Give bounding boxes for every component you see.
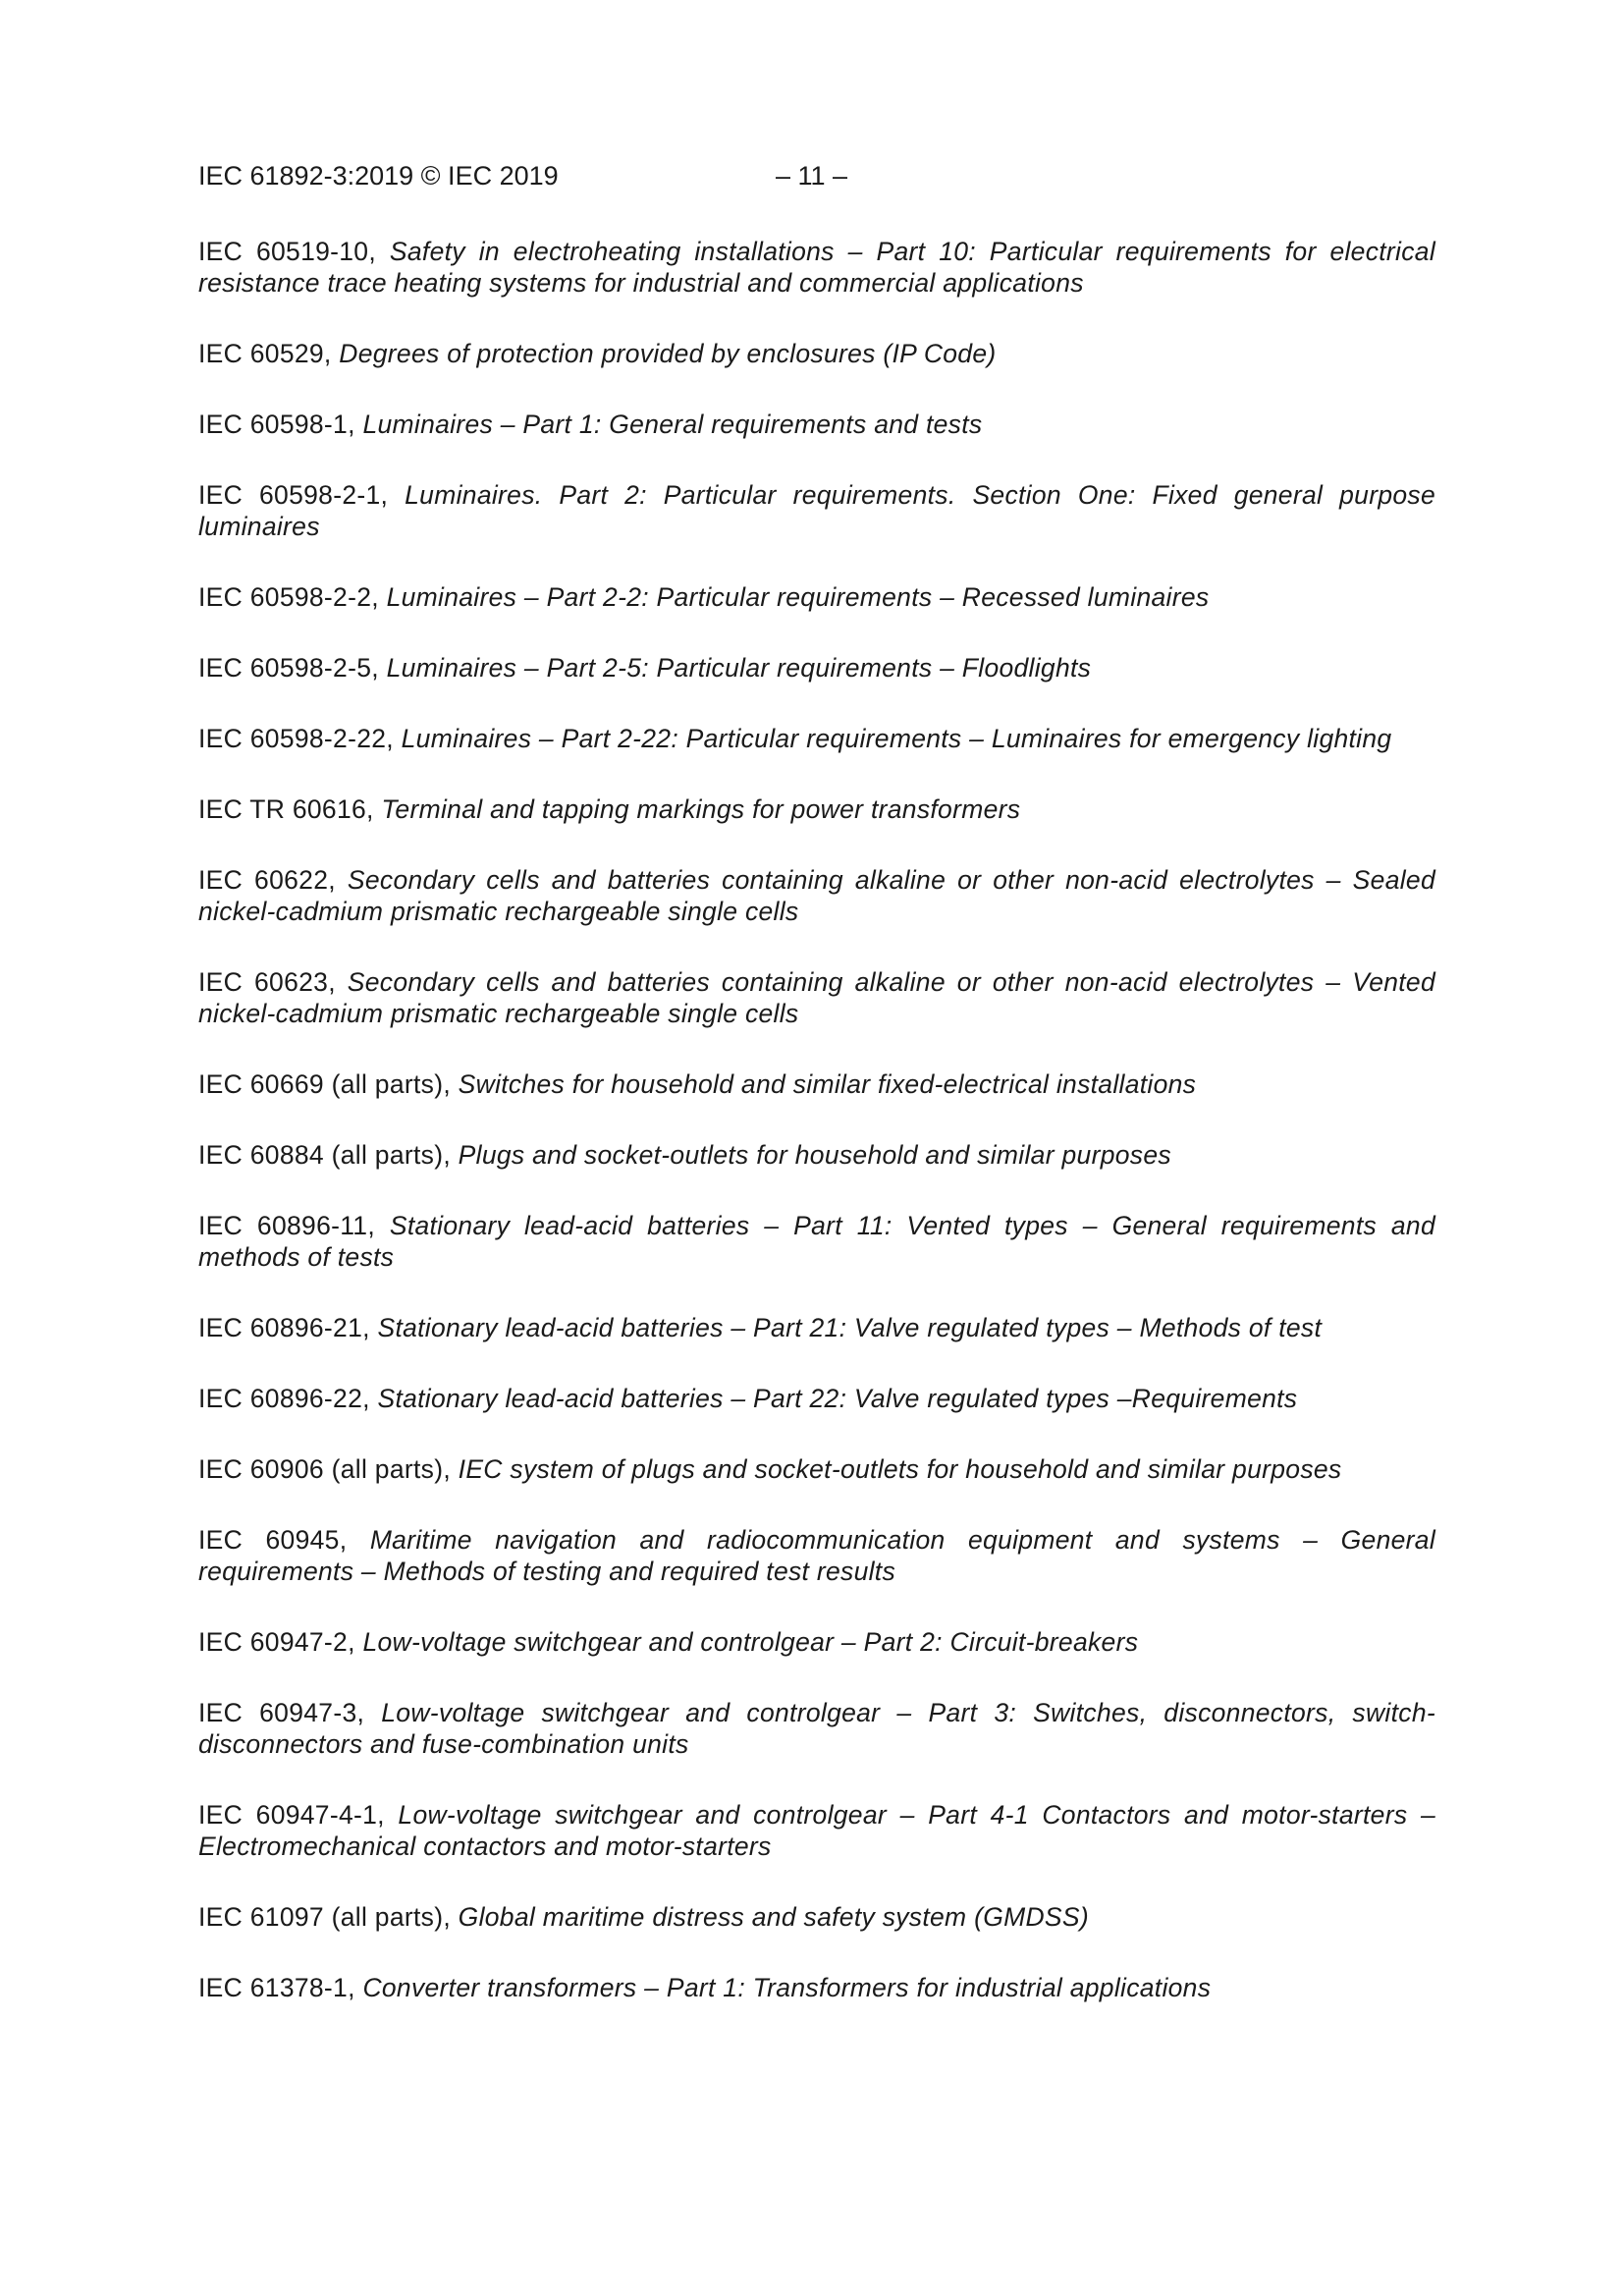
reference-entry (198, 1139, 1435, 1171)
reference-title: IEC system of plugs and socket-outlets for household and similar purposes (458, 1454, 1342, 1484)
reference-title: Luminaires – Part 1: General requirements and tests (362, 410, 983, 439)
reference-id: IEC 60669 (all parts), (198, 1069, 451, 1099)
reference-entry (198, 864, 1435, 927)
reference-entry (198, 236, 1435, 299)
reference-id: IEC 60622, (198, 865, 336, 895)
reference-id: IEC 60906 (all parts), (198, 1454, 451, 1484)
reference-title: Secondary cells and batteries containing alkaline or other non-acid electrolytes – Vented nickel-cadmium prismatic rechargeable single cells (198, 967, 1436, 1028)
reference-entry (198, 1799, 1435, 1862)
reference-id: IEC TR 60616, (198, 794, 374, 824)
reference-id: IEC 60598-1, (198, 410, 355, 439)
reference-entry (198, 1383, 1435, 1414)
reference-id: IEC 60947-3, (198, 1698, 365, 1727)
reference-title: Stationary lead-acid batteries – Part 21: Valve regulated types – Methods of test (377, 1313, 1323, 1342)
reference-id: IEC 60945, (198, 1525, 348, 1555)
reference-entry (198, 1453, 1435, 1485)
reference-entry (198, 409, 1435, 440)
reference-id: IEC 60884 (all parts), (198, 1140, 451, 1170)
reference-entry (198, 581, 1435, 613)
reference-id: IEC 60947-2, (198, 1627, 355, 1657)
reference-title: Stationary lead-acid batteries – Part 11: Vented types – General requirements and methods of tests (198, 1211, 1435, 1272)
reference-id: IEC 60896-22, (198, 1384, 370, 1413)
reference-id: IEC 61097 (all parts), (198, 1902, 451, 1932)
reference-title: Terminal and tapping markings for power transformers (381, 794, 1021, 824)
reference-title: Luminaires. Part 2: Particular requirements. Section One: Fixed general purpose luminaires (198, 480, 1435, 541)
reference-title: Low-voltage switchgear and controlgear – Part 4-1 Contactors and motor-starters – Electromechanical contactors and motor-starters (198, 1800, 1435, 1861)
reference-title: Plugs and socket-outlets for household and similar purposes (458, 1140, 1171, 1170)
reference-entry (198, 1068, 1435, 1100)
reference-title: Global maritime distress and safety system (GMDSS) (458, 1902, 1090, 1932)
reference-entry (198, 1697, 1435, 1760)
reference-title: Degrees of protection provided by enclosures (IP Code) (339, 339, 997, 368)
reference-id: IEC 60598-2-22, (198, 724, 394, 753)
reference-title: Secondary cells and batteries containing alkaline or other non-acid electrolytes – Sealed nickel-cadmium prismatic rechargeable single cells (198, 865, 1436, 926)
reference-id: IEC 60947-4-1, (198, 1800, 385, 1830)
reference-entry (198, 338, 1435, 369)
reference-entry (198, 1210, 1435, 1273)
reference-title: Safety in electroheating installations – Part 10: Particular requirements for electrical resistance trace heating systems for industrial and commercial applications (198, 237, 1436, 298)
reference-list (198, 236, 1435, 2043)
reference-title: Stationary lead-acid batteries – Part 22: Valve regulated types –Requirements (377, 1384, 1298, 1413)
reference-entry (198, 1312, 1435, 1343)
reference-entry (198, 1626, 1435, 1658)
reference-title: Maritime navigation and radiocommunication equipment and systems – General requirements – Methods of testing and required test results (198, 1525, 1436, 1586)
reference-id: IEC 60896-21, (198, 1313, 370, 1342)
reference-id: IEC 60598-2-5, (198, 653, 379, 683)
reference-entry (198, 793, 1435, 825)
reference-entry (198, 966, 1435, 1029)
reference-id: IEC 60519-10, (198, 237, 377, 266)
reference-title: Luminaires – Part 2-2: Particular requirements – Recessed luminaires (386, 582, 1210, 612)
reference-entry (198, 1524, 1435, 1587)
reference-title: Converter transformers – Part 1: Transformers for industrial applications (362, 1973, 1212, 2002)
reference-title: Low-voltage switchgear and controlgear – Part 3: Switches, disconnectors, switch-disconnectors and fuse-combination units (198, 1698, 1435, 1759)
reference-id: IEC 60896-11, (198, 1211, 375, 1240)
reference-title: Luminaires – Part 2-22: Particular requirements – Luminaires for emergency lighting (401, 724, 1392, 753)
reference-entry (198, 479, 1435, 542)
reference-entry (198, 652, 1435, 683)
reference-entry (198, 723, 1435, 754)
reference-id: IEC 60529, (198, 339, 332, 368)
reference-title: Luminaires – Part 2-5: Particular requirements – Floodlights (386, 653, 1092, 683)
reference-title: Switches for household and similar fixed-electrical installations (458, 1069, 1197, 1099)
reference-id: IEC 60623, (198, 967, 336, 997)
reference-title: Low-voltage switchgear and controlgear – Part 2: Circuit-breakers (362, 1627, 1139, 1657)
reference-entry (198, 1972, 1435, 2003)
document-header: IEC 61892-3:2019 © IEC 2019 (198, 161, 559, 191)
reference-entry (198, 1901, 1435, 1933)
page-number: – 11 – (776, 161, 848, 191)
reference-id: IEC 61378-1, (198, 1973, 355, 2002)
reference-id: IEC 60598-2-1, (198, 480, 389, 510)
reference-id: IEC 60598-2-2, (198, 582, 379, 612)
